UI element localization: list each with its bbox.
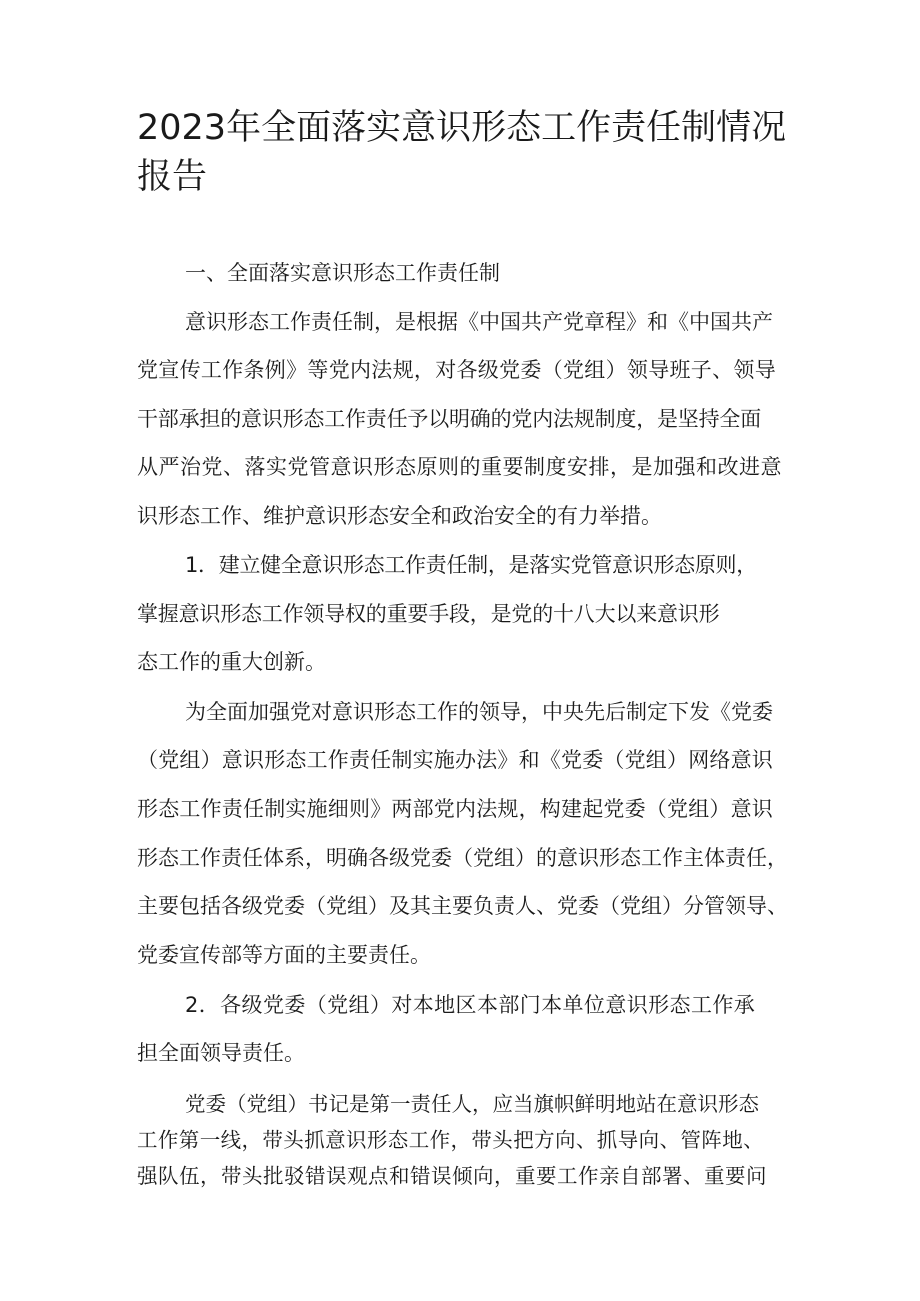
paragraph-line: 担全面领导责任。	[137, 1041, 305, 1065]
paragraph-line: （党组）意识形态工作责任制实施办法》和《党委（党组）网络意识	[137, 748, 773, 772]
paragraph-line: 党委宣传部等方面的主要责任。	[137, 943, 431, 967]
paragraph-line: 工作第一线，带头抓意识形态工作，带头把方向、抓导向、管阵地、	[137, 1128, 764, 1152]
paragraph-line: 党委（党组）书记是第一责任人，应当旗帜鲜明地站在意识形态	[185, 1092, 759, 1116]
paragraph-line: 强队伍，带头批驳错误观点和错误倾向，重要工作亲自部署、重要问	[137, 1164, 767, 1188]
paragraph-line: 形态工作责任制实施细则》两部党内法规，构建起党委（党组）意识	[137, 797, 773, 821]
paragraph-line: 从严治党、落实党管意识形态原则的重要制度安排，是加强和改进意	[137, 455, 782, 479]
section-heading: 一、全面落实意识形态工作责任制	[185, 261, 500, 285]
paragraph-line: 掌握意识形态工作领导权的重要手段，是党的十八大以来意识形	[137, 602, 720, 626]
paragraph-line: 主要包括各级党委（党组）及其主要负责人、党委（党组）分管领导、	[137, 894, 788, 918]
paragraph-line: 态工作的重大创新。	[137, 650, 326, 674]
document-title: 2023年全面落实意识形态工作责任制情况报告	[137, 108, 787, 197]
numbered-point-1: 1．建立健全意识形态工作责任制，是落实党管意识形态原则，	[185, 553, 757, 577]
paragraph-line: 意识形态工作责任制，是根据《中国共产党章程》和《中国共产	[185, 310, 773, 334]
paragraph-line: 为全面加强党对意识形态工作的领导，中央先后制定下发《党委	[185, 700, 773, 724]
paragraph-line: 党宣传工作条例》等党内法规，对各级党委（党组）领导班子、领导	[137, 358, 776, 382]
paragraph-line: 形态工作责任体系，明确各级党委（党组）的意识形态工作主体责任，	[137, 846, 788, 870]
numbered-point-2: 2．各级党委（党组）对本地区本部门本单位意识形态工作承	[185, 993, 756, 1017]
paragraph-line: 干部承担的意识形态工作责任予以明确的党内法规制度，是坚持全面	[137, 407, 761, 431]
paragraph-line: 识形态工作、维护意识形态安全和政治安全的有力举措。	[137, 504, 662, 528]
